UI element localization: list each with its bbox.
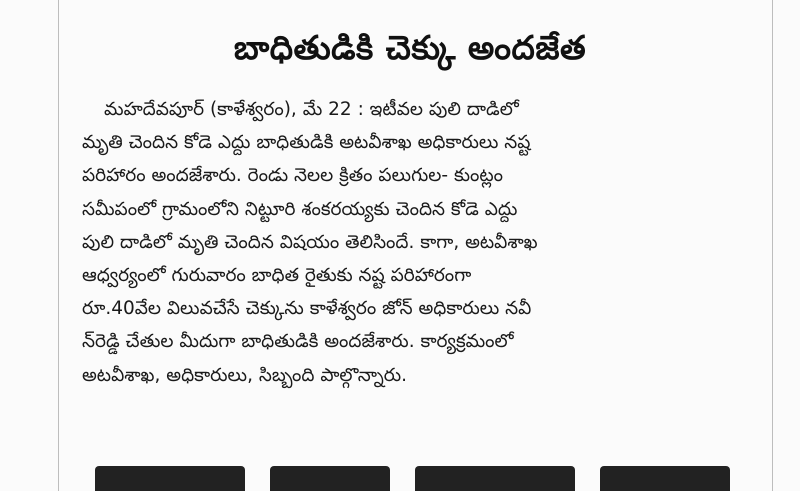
- cut-glyph-block: [270, 466, 390, 491]
- article-line: మహదేవపూర్ (కాళేశ్వరం), మే 22 : ఇటీవల పులి దాడిలో: [104, 99, 519, 120]
- cut-glyph-block: [415, 466, 575, 491]
- article-line: రూ.40వేల విలువచేసే చెక్కును కాళేశ్వరం జోన్ అధికారులు నవీ: [82, 298, 532, 320]
- article-body: [82, 93, 742, 392]
- article-line: అటవీశాఖ, అధికారులు, సిబ్బంది పాల్గొన్నారు.: [82, 364, 407, 386]
- article-line: సమీపంలో గ్రామంలోని నిట్టూరి శంకరయ్యకు చెందిన కోడె ఎద్దు: [82, 198, 518, 220]
- article-line: మృతి చెందిన కోడె ఎద్దు బాధితుడికి అటవీశాఖ అధికారులు నష్ట: [82, 132, 531, 154]
- article-line: ఆధ్వర్యంలో గురువారం బాధిత రైతుకు నష్ట పరిహారంగా: [82, 265, 472, 287]
- cut-off-next-headline: [95, 460, 735, 491]
- cut-glyph-block: [600, 466, 730, 491]
- column-rule-right: [772, 0, 773, 491]
- article-line: పులి దాడిలో మృతి చెందిన విషయం తెలిసిందే. కాగా, అటవీశాఖ: [82, 231, 538, 253]
- article-line: పరిహారం అందజేశారు. రెండు నెలల క్రితం పలుగుల- కుంట్లం: [82, 165, 504, 187]
- column-rule-left: [58, 0, 59, 491]
- cut-glyph-block: [95, 466, 245, 491]
- article-headline: బాధితుడికి చెక్కు అందజేత: [233, 28, 587, 67]
- article-line: న్‌రెడ్డి చేతుల మీదుగా బాధితుడికి అందజేశారు. కార్యక్రమంలో: [82, 331, 514, 353]
- cut-off-previous-text: [95, 0, 735, 14]
